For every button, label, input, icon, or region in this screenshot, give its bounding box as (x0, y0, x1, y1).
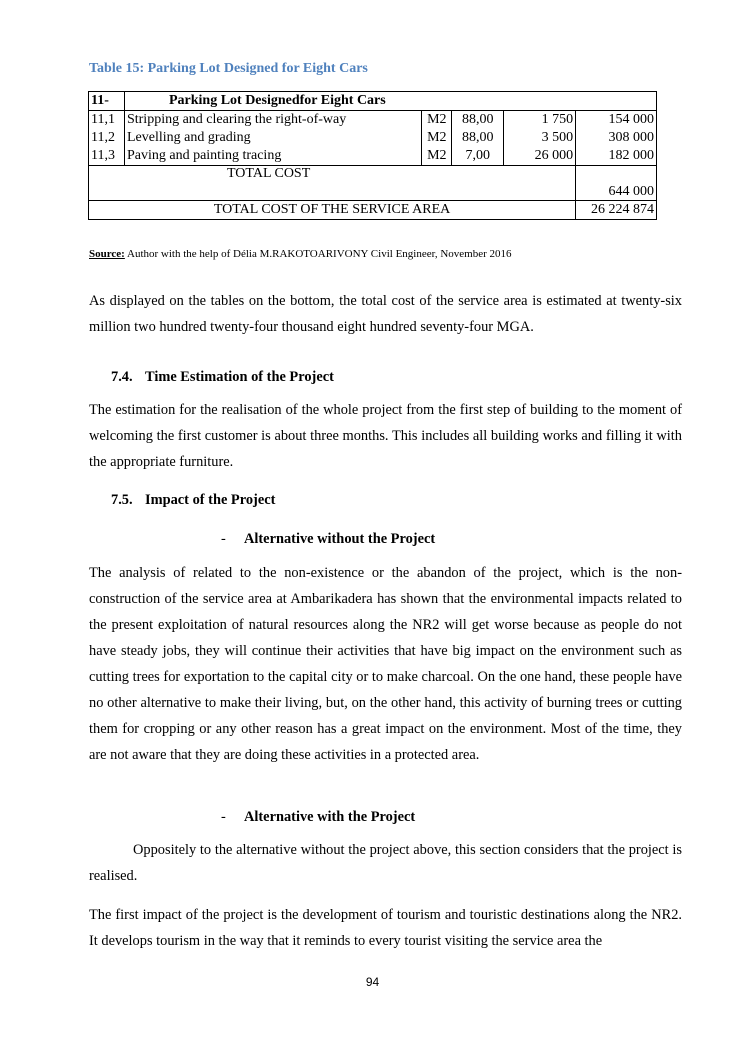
source-label: Source: (89, 248, 125, 260)
item-unit: M2 (427, 148, 447, 163)
item-number: 11,1 (91, 112, 115, 127)
paragraph-time-estimation: The estimation for the realisation of the whole project from the first step of building to the moment of welcoming the first customer is about three months. This includes all building works and filling it with the appropriate furniture. (89, 402, 682, 470)
item-unit: M2 (427, 130, 447, 145)
item-unit-price: 1 750 (541, 112, 574, 127)
section-title: Time Estimation of the Project (145, 369, 334, 385)
item-unit-price: 3 500 (541, 130, 574, 145)
total-cost-label-cell (89, 166, 576, 201)
item-number: 11,3 (91, 148, 115, 163)
service-area-label: TOTAL COST OF THE SERVICE AREA (89, 201, 576, 220)
item-amounts (576, 111, 657, 166)
item-units (422, 111, 452, 166)
item-unit: M2 (427, 112, 447, 127)
item-number: 11,2 (91, 130, 115, 145)
parking-cost-table (88, 91, 657, 220)
table-header-row (89, 92, 657, 111)
source-text: Author with the help of Délia M.RAKOTOARIVONY Civil Engineer, November 2016 (124, 248, 512, 260)
item-quantity: 88,00 (462, 112, 494, 127)
subheading-alternative-without (221, 531, 435, 548)
list-dash: - (221, 809, 226, 825)
service-area-value: 26 224 874 (576, 201, 657, 220)
section-number: 7.5. (111, 492, 133, 508)
item-unit-price: 26 000 (534, 148, 574, 163)
table-row-items (89, 111, 657, 166)
page-number: 94 (365, 975, 380, 989)
header-title (124, 92, 656, 111)
table-source (89, 248, 512, 260)
service-area-row (89, 201, 657, 220)
item-quantity: 7,00 (465, 148, 491, 163)
item-descriptions (124, 111, 421, 166)
item-quantities (452, 111, 504, 166)
item-quantity: 88,00 (462, 130, 494, 145)
item-description: Paving and painting tracing (126, 148, 282, 163)
total-cost-row (89, 166, 657, 201)
table-caption: Table 15: Parking Lot Designed for Eight Cars (89, 61, 368, 76)
subheading-text: Alternative with the Project (244, 809, 416, 825)
item-description: Stripping and clearing the right-of-way (126, 112, 347, 127)
section-number: 7.4. (111, 369, 133, 385)
item-description: Levelling and grading (126, 130, 251, 145)
subheading-alternative-with (221, 809, 415, 826)
subheading-text: Alternative without the Project (244, 531, 436, 547)
item-numbers (89, 111, 125, 166)
paragraph-first-impact: The first impact of the project is the development of tourism and touristic destinations along the NR2. It develops tourism in the way that it reminds to every tourist visiting the service area the (89, 907, 682, 949)
section-title: Impact of the Project (145, 492, 276, 508)
paragraph-alternative-without: The analysis of related to the non-existence or the abandon of the project, which is the non-construction of the service area at Ambarikadera has shown that the environmental impacts related to the present exploitation of natural resources along the NR2 will get worse because as people do not have steady jobs, they will continue their activities that have big impact on the environment such as cutting trees for exportation to the capital city or to make charcoal. On the one hand, these people have no other alternative to make their living, but, on the other hand, this activity of burning trees or cutting them for cropping or any other reason has a great impact on the environment. Most of the time, they are not aware that they are doing these activities in a protected area. (89, 565, 682, 763)
item-amount: 308 000 (608, 130, 654, 145)
total-cost-value: 644 000 (576, 166, 657, 201)
item-amount: 182 000 (608, 148, 654, 163)
list-dash: - (221, 531, 226, 547)
paragraph-total-cost: As displayed on the tables on the bottom, the total cost of the service area is estimated at twenty-six million two hundred twenty-four thousand eight hundred seventy-four MGA. (89, 293, 682, 335)
header-number: 11- (89, 92, 125, 111)
item-unit-prices (504, 111, 576, 166)
total-cost-label: TOTAL COST (227, 166, 311, 181)
item-amount: 154 000 (608, 112, 654, 127)
section-heading-7-5 (111, 492, 275, 509)
section-heading-7-4 (111, 369, 334, 386)
paragraph-alternative-with: Oppositely to the alternative without the project above, this section considers that the project is realised. (89, 842, 682, 884)
header-title-text: Parking Lot Designedfor Eight Cars (168, 93, 386, 108)
